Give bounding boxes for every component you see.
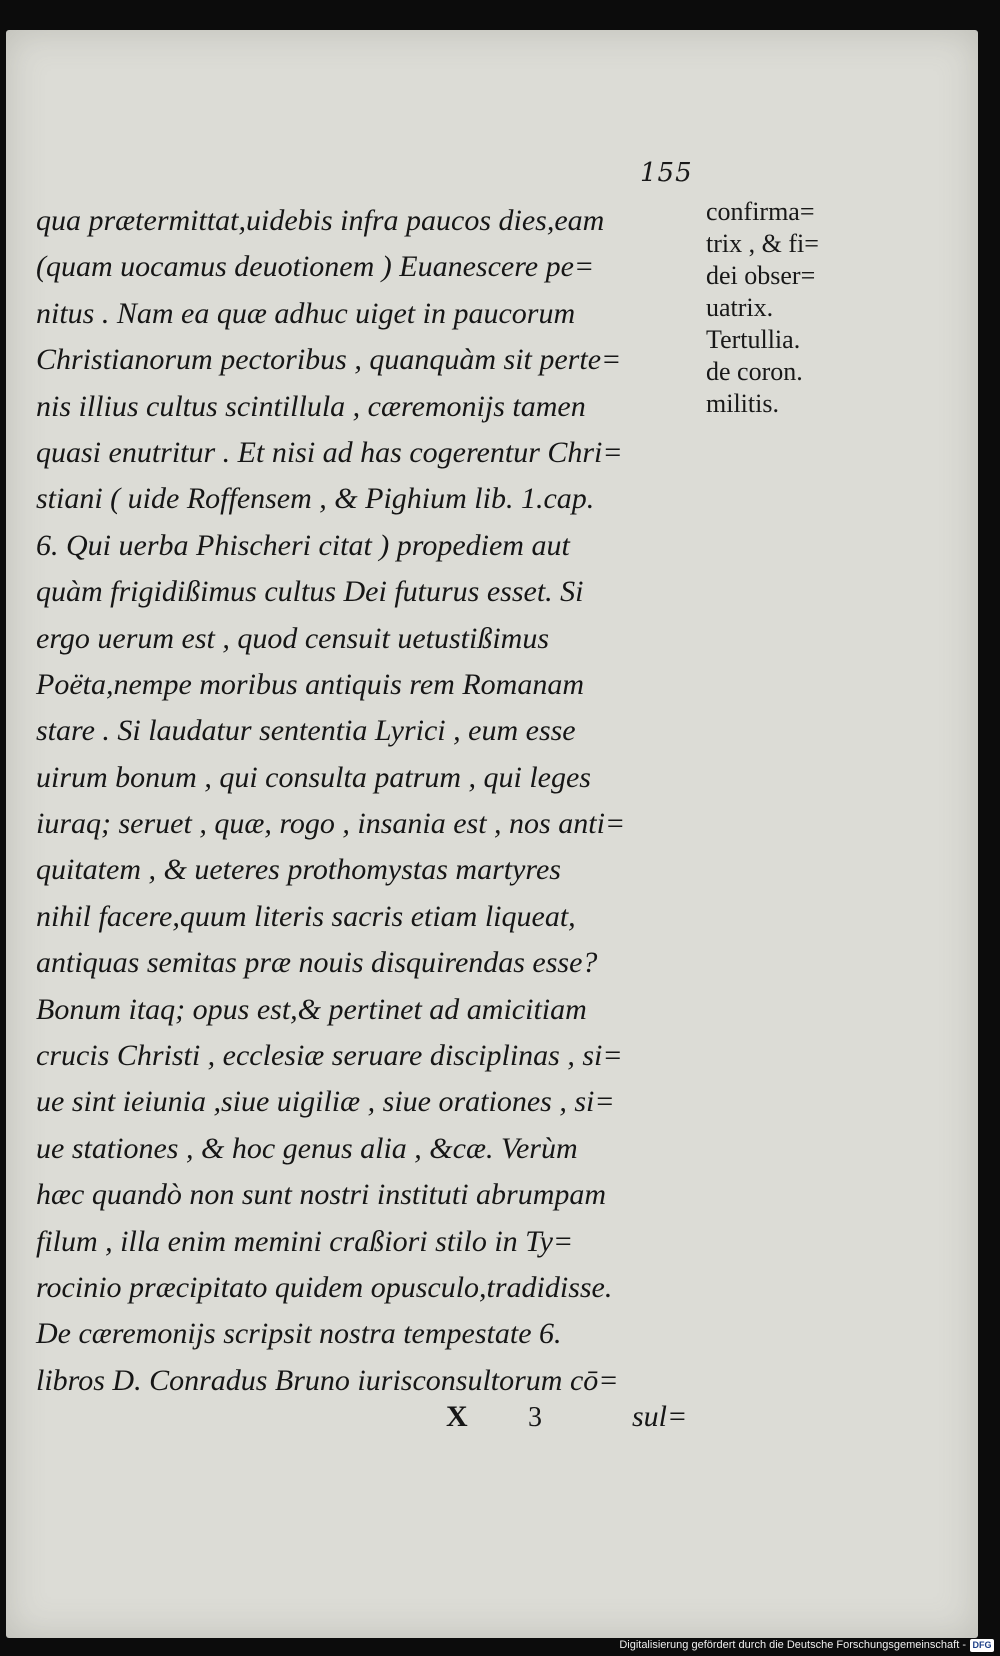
text-line: rocinio præcipitato quidem opusculo,tradidisse. xyxy=(36,1270,613,1304)
marginal-note-line: Tertullia. xyxy=(706,325,801,354)
catchword: sul= xyxy=(632,1400,688,1433)
marginal-note xyxy=(706,196,866,420)
text-line: Bonum itaq; opus est,& pertinet ad amicitiam xyxy=(36,992,587,1026)
text-line: ue stationes , & hoc genus alia , &cæ. Verùm xyxy=(36,1131,578,1165)
marginal-note-line: de coron. xyxy=(706,357,803,386)
funding-note: Digitalisierung gefördert durch die Deutsche Forschungsgemeinschaft - xyxy=(619,1639,966,1651)
text-line: hæc quandò non sunt nostri instituti abrumpam xyxy=(36,1178,607,1212)
text-line: quasi enutritur . Et nisi ad has cogerentur Chri= xyxy=(36,435,623,469)
text-line: quàm frigidißimus cultus Dei futurus esset. Si xyxy=(36,575,584,609)
text-line: qua prætermittat,uidebis infra paucos dies,eam xyxy=(36,204,605,237)
marginal-note-line: confirma= xyxy=(706,197,815,226)
marginal-note-line: uatrix. xyxy=(706,293,774,322)
body-text xyxy=(36,198,704,1404)
signature-mark: X xyxy=(446,1400,468,1433)
text-line: Christianorum pectoribus , quanquàm sit perte= xyxy=(36,343,622,377)
text-line: nitus . Nam ea quæ adhuc uiget in paucorum xyxy=(36,296,576,330)
page-number: 155 xyxy=(640,158,693,188)
signature-number: 3 xyxy=(528,1402,542,1433)
text-line: Poëta,nempe moribus antiquis rem Romanam xyxy=(36,667,584,701)
text-line: stare . Si laudatur sententia Lyrici , eum esse xyxy=(36,714,576,748)
text-line: De cæremonijs scripsit nostra tempestate 6. xyxy=(36,1317,562,1351)
text-line: libros D. Conradus Bruno iurisconsultorum cō= xyxy=(36,1363,619,1397)
marginal-note-line: dei obser= xyxy=(706,261,816,290)
text-line: ergo uerum est , quod censuit uetustißimus xyxy=(36,621,550,655)
text-line: crucis Christi , ecclesiæ seruare disciplinas , si= xyxy=(36,1039,623,1073)
text-line: nis illius cultus scintillula , cæremonijs tamen xyxy=(36,389,586,423)
text-line: (quam uocamus deuotionem ) Euanescere pe= xyxy=(36,250,595,284)
text-line: 6. Qui uerba Phischeri citat ) propediem aut xyxy=(36,528,570,562)
text-line: uirum bonum , qui consulta patrum , qui leges xyxy=(36,760,591,794)
text-line: stiani ( uide Roffensem , & Pighium lib. 1.cap. xyxy=(36,482,595,516)
dfg-logo: DFG xyxy=(970,1639,994,1652)
book-page xyxy=(6,30,978,1638)
text-line: filum , illa enim memini craßiori stilo in Ty= xyxy=(36,1224,574,1258)
page-footer xyxy=(6,1400,1000,1440)
text-line: nihil facere,quum literis sacris etiam liqueat, xyxy=(36,899,576,933)
marginal-note-line: militis. xyxy=(706,389,779,418)
text-line: antiquas semitas præ nouis disquirendas esse? xyxy=(36,946,598,980)
text-line: quitatem , & ueteres prothomystas martyres xyxy=(36,853,561,887)
text-line: iuraq; seruet , quæ, rogo , insania est , nos anti= xyxy=(36,807,626,841)
marginal-note-line: trix , & fi= xyxy=(706,229,819,258)
text-line: ue sint ieiunia ,siue uigiliæ , siue orationes , si= xyxy=(36,1085,615,1119)
